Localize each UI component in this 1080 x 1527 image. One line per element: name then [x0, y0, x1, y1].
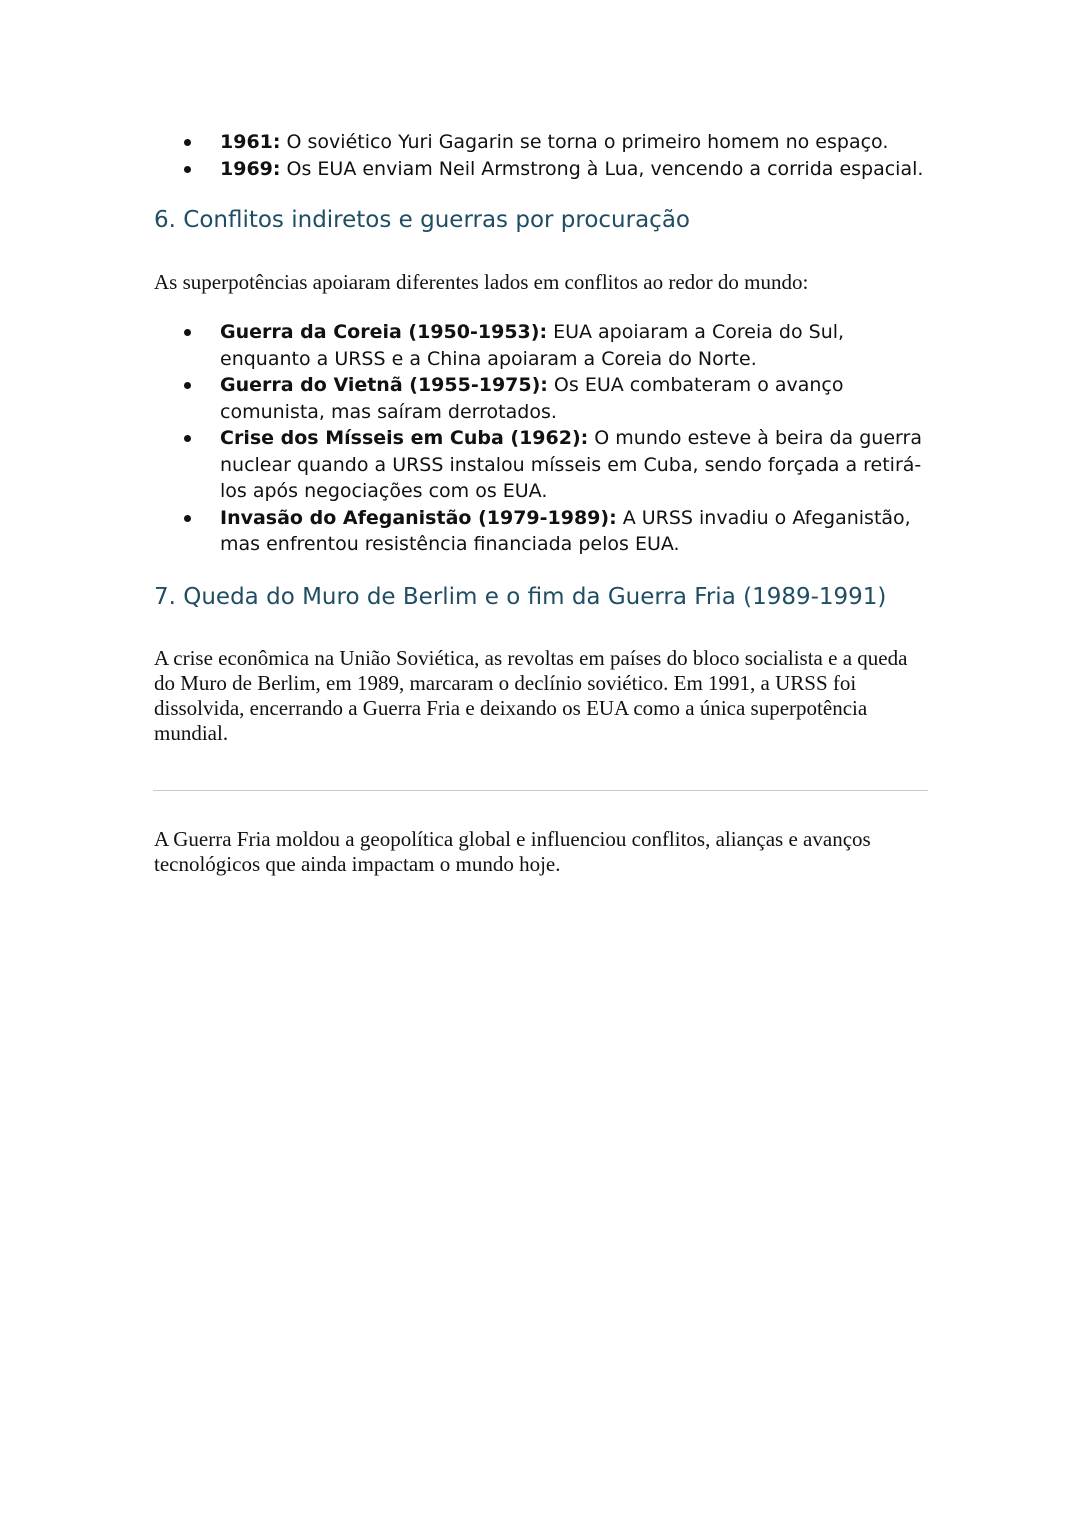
list-item: [0, 505, 1080, 558]
bullet-icon: [184, 139, 191, 146]
section-7-body: A crise econômica na União Soviética, as revoltas em países do bloco socialista e a queda do Muro de Berlim, em 1989, marcaram o declínio soviético. Em 1991, a URSS foi dissolvida, encerrando a Guerra Fria e deixando os EUA como a única superpotência mundial.: [154, 646, 908, 745]
item-text: O soviético Yuri Gagarin se torna o primeiro homem no espaço.: [280, 131, 889, 153]
bullet-icon: [184, 515, 191, 522]
item-text: Os EUA enviam Neil Armstrong à Lua, vencendo a corrida espacial.: [280, 157, 924, 180]
item-text: EUA apoiaram a Coreia do Sul, enquanto a URSS e a China apoiaram a Coreia do Norte.: [220, 321, 845, 370]
section-6-heading: 6. Conflitos indiretos e guerras por procuração: [154, 207, 690, 233]
bullet-icon: [184, 166, 191, 173]
list-item: [0, 319, 1080, 372]
section-6-intro: As superpotências apoiaram diferentes lados em conflitos ao redor do mundo:: [154, 270, 809, 294]
item-label: 1969:: [220, 157, 281, 180]
bullet-icon: [184, 435, 191, 442]
item-label: Crise dos Mísseis em Cuba (1962):: [220, 427, 589, 449]
item-label: 1961:: [220, 131, 281, 153]
list-item: [0, 129, 1080, 156]
list-item: [0, 372, 1080, 425]
item-text: Os EUA combateram o avanço comunista, mas saíram derrotados.: [220, 374, 844, 423]
bullet-icon: [184, 329, 191, 336]
list-item: [0, 425, 1080, 505]
conflicts-list: [0, 319, 1080, 558]
list-item: [0, 156, 1080, 183]
item-label: Guerra da Coreia (1950-1953):: [220, 321, 548, 343]
section-7-heading: 7. Queda do Muro de Berlim e o fim da Guerra Fria (1989-1991): [154, 584, 887, 610]
item-text: A URSS invadiu o Afeganistão, mas enfrentou resistência financiada pelos EUA.: [220, 506, 911, 555]
bullet-icon: [184, 382, 191, 389]
item-text: O mundo esteve à beira da guerra nuclear quando a URSS instalou mísseis em Cuba, sendo forçada a retirá-los após negociações com os EUA.: [220, 427, 922, 502]
space-race-list: [0, 129, 1080, 182]
horizontal-divider: [153, 790, 928, 791]
item-label: Guerra do Vietnã (1955-1975):: [220, 374, 548, 396]
item-label: Invasão do Afeganistão (1979-1989):: [220, 506, 617, 529]
conclusion-paragraph: A Guerra Fria moldou a geopolítica global e influenciou conflitos, alianças e avanços tecnológicos que ainda impactam o mundo hoje.: [154, 827, 871, 876]
